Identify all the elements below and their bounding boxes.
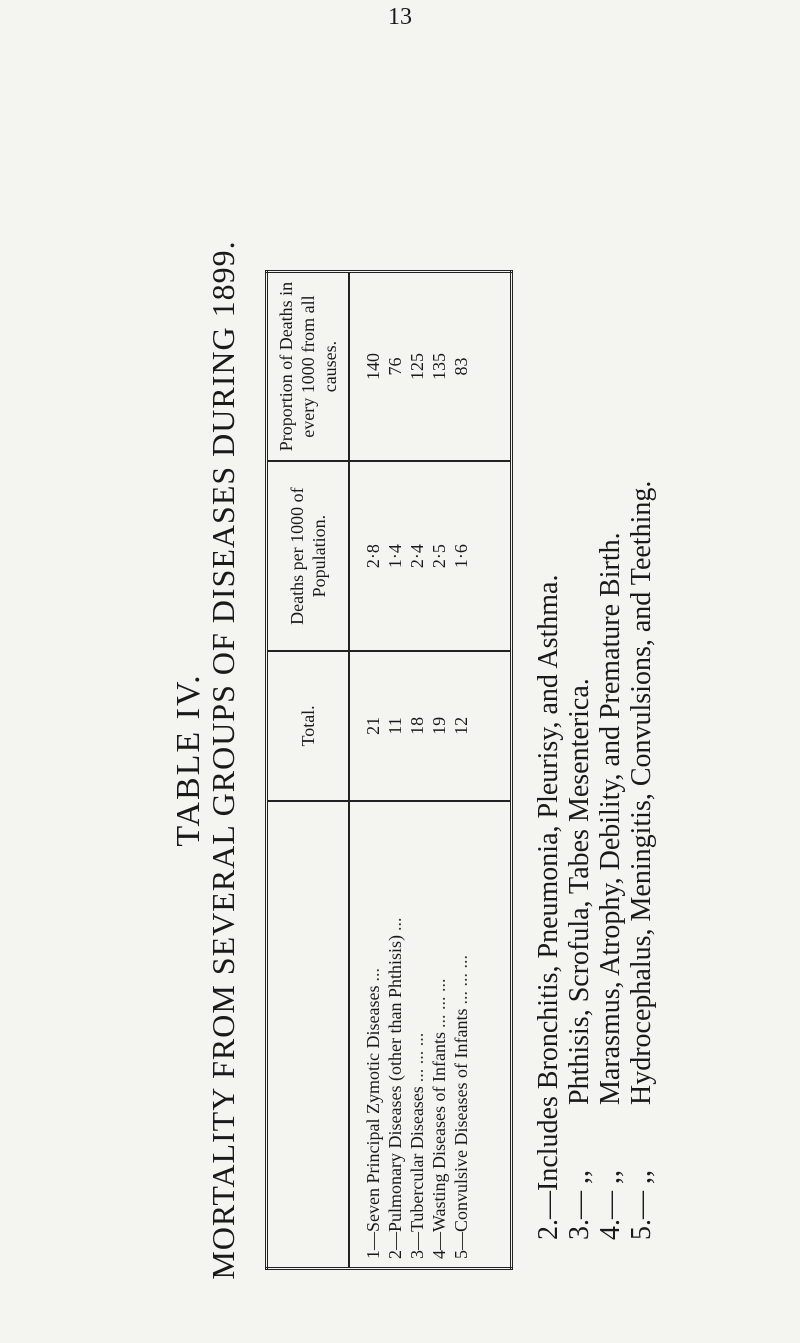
table-row — [450, 810, 472, 1259]
table-body — [349, 272, 512, 1269]
table-row — [362, 810, 384, 1259]
footnote-prefix: 2.—Includes — [533, 1096, 564, 1240]
footnote-text: Phthisis, Scrofula, Tabes Mesenterica. — [564, 678, 595, 1105]
footnote-text: Bronchitis, Pneumonia, Pleurisy, and Asthma. — [533, 574, 564, 1090]
table-row — [428, 810, 450, 1259]
footnote — [564, 240, 595, 1240]
page-number: 13 — [388, 4, 412, 30]
proportion-value: 76 — [385, 357, 405, 376]
total-value: 11 — [385, 717, 405, 735]
proportion-value: 125 — [407, 353, 427, 381]
proportion-column — [349, 272, 512, 462]
proportion-value: 140 — [363, 353, 383, 381]
rate-value: 2·4 — [407, 544, 427, 569]
leader-dots: ... — [363, 968, 383, 982]
footnote — [595, 240, 626, 1240]
header-disease-group — [267, 801, 350, 1269]
header-total: Total. — [267, 651, 350, 801]
disease-group-name: 5—Convulsive Diseases of Infants — [451, 1008, 471, 1259]
rate-value: 2·5 — [429, 544, 449, 569]
footnote — [626, 240, 657, 1240]
proportion-value: 83 — [451, 357, 471, 376]
disease-group-column — [349, 801, 512, 1269]
table-title: MORTALITY FROM SEVERAL GROUPS OF DISEASES DURING 1899. — [205, 240, 241, 1280]
table-row — [384, 810, 406, 1259]
total-column — [349, 651, 512, 801]
disease-group-name: 4—Wasting Diseases of Infants — [429, 1031, 449, 1259]
rate-value: 1·6 — [451, 544, 471, 569]
disease-group-name: 3—Tubercular Diseases — [407, 1086, 427, 1259]
footnote-prefix: 5.— ,, — [626, 1170, 657, 1240]
table-label: TABLE IV. — [170, 673, 207, 847]
total-value: 21 — [363, 716, 383, 735]
footnote-text: Hydrocephalus, Meningitis, Convulsions, and Teething. — [626, 480, 657, 1105]
leader-dots: ... ... ... — [407, 1032, 427, 1083]
footnotes — [533, 240, 657, 1240]
leader-dots: ... ... ... — [451, 955, 471, 1005]
rate-value: 1·4 — [385, 544, 405, 569]
disease-group-name: 1—Seven Principal Zymotic Diseases — [363, 985, 383, 1259]
header-proportion: Proportion of Deaths in every 1000 from all causes. — [267, 272, 350, 462]
total-value: 18 — [407, 716, 427, 735]
deaths-per-1000-column — [349, 461, 512, 651]
total-value: 12 — [451, 716, 471, 735]
disease-group-name: 2—Pulmonary Diseases (other than Phthisis) — [385, 935, 405, 1259]
total-value: 19 — [429, 716, 449, 735]
rate-value: 2·8 — [363, 544, 383, 569]
header-deaths-per-1000: Deaths per 1000 of Population. — [267, 461, 350, 651]
rotated-page-content — [165, 220, 685, 1300]
leader-dots: ... — [385, 917, 405, 932]
leader-dots: ... ... ... — [429, 978, 449, 1028]
table-header-row — [267, 272, 350, 1269]
table-row — [406, 810, 428, 1259]
proportion-value: 135 — [429, 353, 449, 381]
footnote-text: Marasmus, Atrophy, Debility, and Premature Birth. — [595, 532, 626, 1105]
mortality-table — [265, 270, 513, 1270]
footnote-prefix: 4.— ,, — [595, 1170, 626, 1240]
footnote — [533, 240, 564, 1240]
footnote-prefix: 3.— ,, — [564, 1170, 595, 1240]
